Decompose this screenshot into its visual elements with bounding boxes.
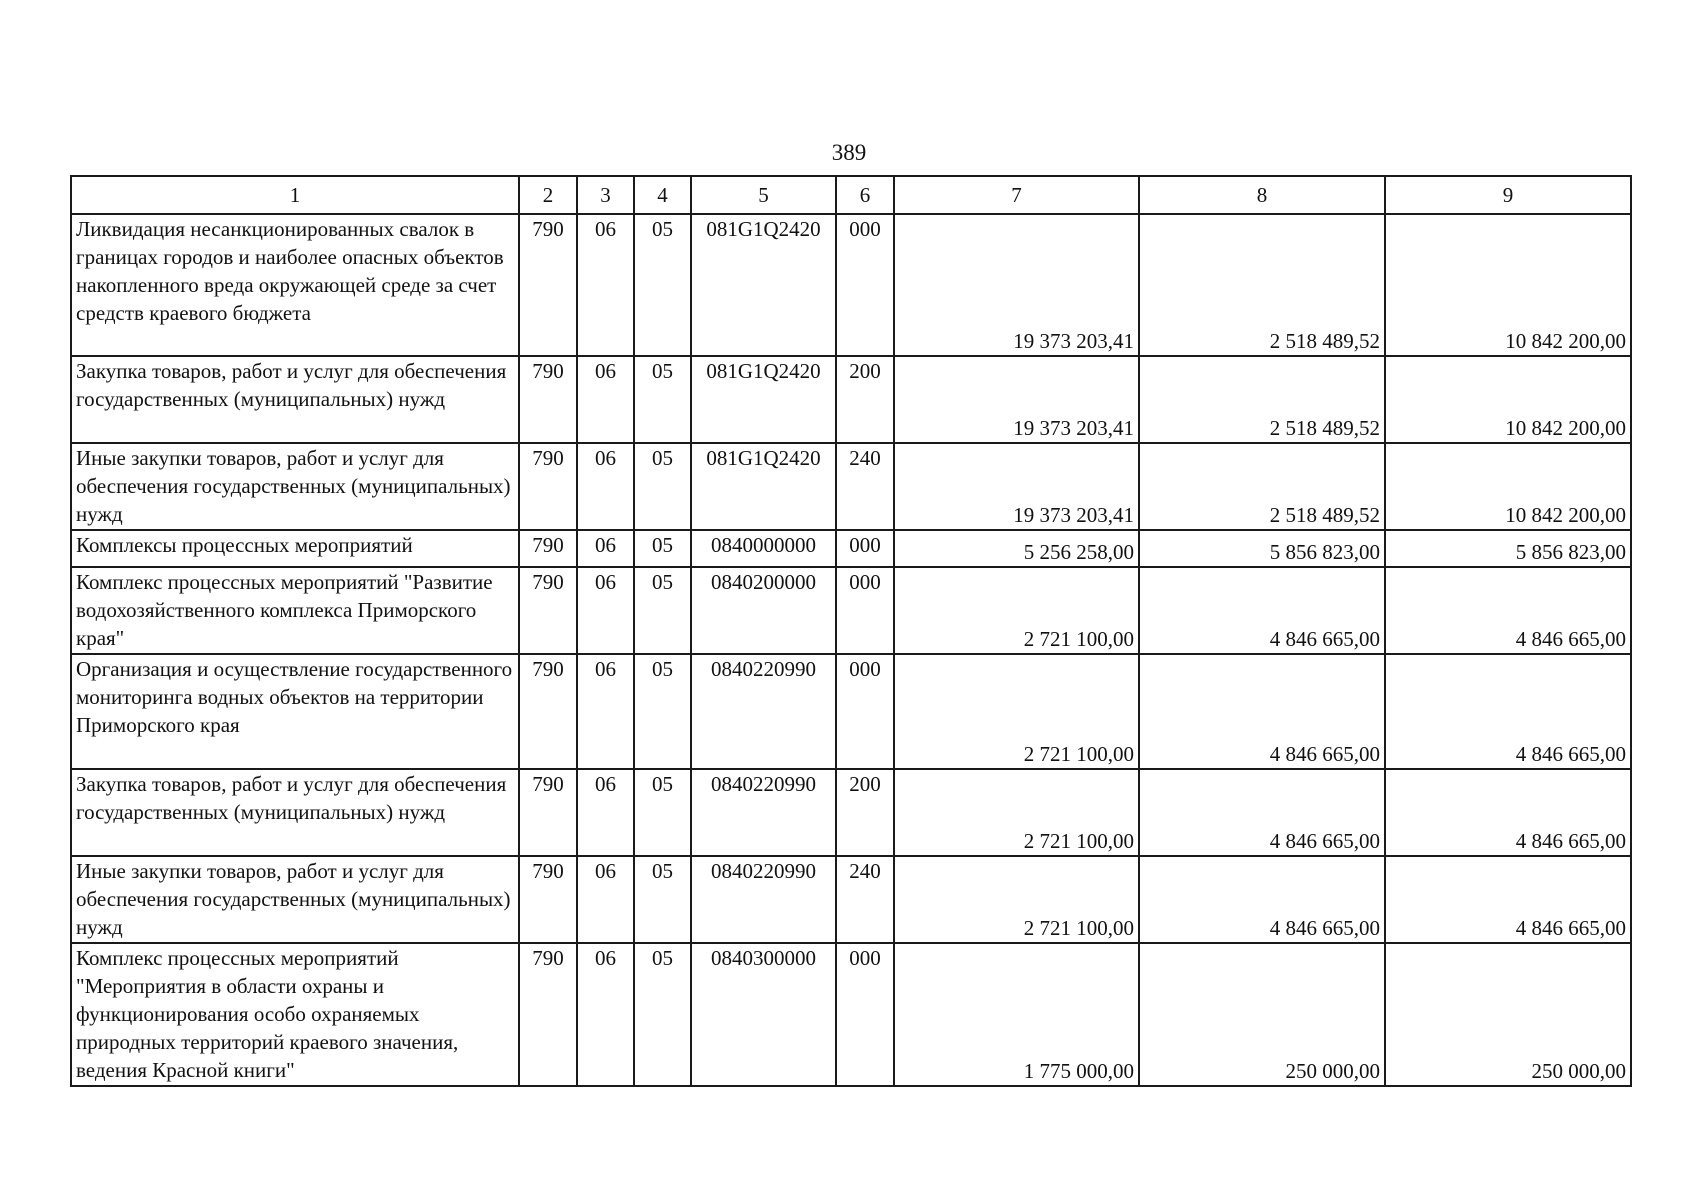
row-name: Иные закупки товаров, работ и услуг для обеспечения государственных (муниципальных) нужд bbox=[71, 856, 519, 943]
budget-table bbox=[70, 175, 1632, 1087]
row-code-expense-type: 240 bbox=[836, 443, 894, 530]
col-header-6: 6 bbox=[836, 176, 894, 214]
row-code-target: 0840200000 bbox=[691, 567, 836, 654]
row-amount-8: 2 518 489,52 bbox=[1139, 214, 1385, 356]
row-code-ministry: 790 bbox=[519, 943, 577, 1086]
row-amount-7: 19 373 203,41 bbox=[894, 356, 1139, 443]
row-amount-9: 4 846 665,00 bbox=[1385, 856, 1631, 943]
row-code-subsection: 05 bbox=[634, 943, 691, 1086]
row-amount-9: 5 856 823,00 bbox=[1385, 530, 1631, 567]
row-code-ministry: 790 bbox=[519, 769, 577, 856]
row-name: Комплекс процессных мероприятий "Мероприятия в области охраны и функционирования особо охраняемых природных территорий краевого значения, ведения Красной книги" bbox=[71, 943, 519, 1086]
row-code-section: 06 bbox=[577, 654, 634, 769]
row-code-target: 0840220990 bbox=[691, 769, 836, 856]
row-amount-8: 4 846 665,00 bbox=[1139, 654, 1385, 769]
row-code-subsection: 05 bbox=[634, 769, 691, 856]
row-amount-9: 10 842 200,00 bbox=[1385, 443, 1631, 530]
row-code-expense-type: 000 bbox=[836, 943, 894, 1086]
row-code-subsection: 05 bbox=[634, 443, 691, 530]
row-code-section: 06 bbox=[577, 856, 634, 943]
row-name: Иные закупки товаров, работ и услуг для обеспечения государственных (муниципальных) нужд bbox=[71, 443, 519, 530]
row-code-ministry: 790 bbox=[519, 856, 577, 943]
row-name: Организация и осуществление государственного мониторинга водных объектов на территории Приморского края bbox=[71, 654, 519, 769]
row-name: Закупка товаров, работ и услуг для обеспечения государственных (муниципальных) нужд bbox=[71, 356, 519, 443]
row-amount-8: 2 518 489,52 bbox=[1139, 356, 1385, 443]
row-code-target: 0840220990 bbox=[691, 856, 836, 943]
col-header-7: 7 bbox=[894, 176, 1139, 214]
row-amount-7: 19 373 203,41 bbox=[894, 443, 1139, 530]
row-code-target: 0840000000 bbox=[691, 530, 836, 567]
row-code-section: 06 bbox=[577, 443, 634, 530]
row-amount-8: 250 000,00 bbox=[1139, 943, 1385, 1086]
table-row bbox=[71, 654, 1631, 769]
table-row bbox=[71, 356, 1631, 443]
row-amount-7: 2 721 100,00 bbox=[894, 769, 1139, 856]
table-row bbox=[71, 214, 1631, 356]
row-code-section: 06 bbox=[577, 769, 634, 856]
col-header-8: 8 bbox=[1139, 176, 1385, 214]
row-code-section: 06 bbox=[577, 567, 634, 654]
row-code-target: 081G1Q2420 bbox=[691, 214, 836, 356]
row-code-expense-type: 000 bbox=[836, 654, 894, 769]
row-amount-7: 5 256 258,00 bbox=[894, 530, 1139, 567]
table-row bbox=[71, 769, 1631, 856]
row-name: Закупка товаров, работ и услуг для обеспечения государственных (муниципальных) нужд bbox=[71, 769, 519, 856]
row-amount-9: 4 846 665,00 bbox=[1385, 654, 1631, 769]
row-code-ministry: 790 bbox=[519, 443, 577, 530]
table-row bbox=[71, 530, 1631, 567]
row-code-subsection: 05 bbox=[634, 356, 691, 443]
row-code-expense-type: 000 bbox=[836, 214, 894, 356]
col-header-9: 9 bbox=[1385, 176, 1631, 214]
col-header-5: 5 bbox=[691, 176, 836, 214]
row-amount-8: 2 518 489,52 bbox=[1139, 443, 1385, 530]
row-code-expense-type: 000 bbox=[836, 530, 894, 567]
row-name: Комплекс процессных мероприятий "Развитие водохозяйственного комплекса Приморского края" bbox=[71, 567, 519, 654]
row-code-ministry: 790 bbox=[519, 356, 577, 443]
row-code-section: 06 bbox=[577, 356, 634, 443]
row-code-subsection: 05 bbox=[634, 567, 691, 654]
row-code-target: 0840300000 bbox=[691, 943, 836, 1086]
row-amount-7: 2 721 100,00 bbox=[894, 567, 1139, 654]
row-code-subsection: 05 bbox=[634, 530, 691, 567]
row-code-expense-type: 200 bbox=[836, 769, 894, 856]
table-row bbox=[71, 856, 1631, 943]
row-code-target: 0840220990 bbox=[691, 654, 836, 769]
row-amount-7: 2 721 100,00 bbox=[894, 654, 1139, 769]
row-amount-9: 250 000,00 bbox=[1385, 943, 1631, 1086]
row-amount-8: 4 846 665,00 bbox=[1139, 856, 1385, 943]
row-amount-9: 4 846 665,00 bbox=[1385, 567, 1631, 654]
row-amount-9: 10 842 200,00 bbox=[1385, 214, 1631, 356]
row-name: Ликвидация несанкционированных свалок в границах городов и наиболее опасных объектов накопленного вреда окружающей среде за счет средств краевого бюджета bbox=[71, 214, 519, 356]
row-code-section: 06 bbox=[577, 530, 634, 567]
row-amount-9: 4 846 665,00 bbox=[1385, 769, 1631, 856]
row-code-subsection: 05 bbox=[634, 214, 691, 356]
row-code-target: 081G1Q2420 bbox=[691, 443, 836, 530]
row-code-expense-type: 240 bbox=[836, 856, 894, 943]
page-number: 389 bbox=[831, 140, 867, 165]
row-amount-8: 5 856 823,00 bbox=[1139, 530, 1385, 567]
row-code-expense-type: 000 bbox=[836, 567, 894, 654]
row-code-ministry: 790 bbox=[519, 567, 577, 654]
header-row bbox=[71, 176, 1631, 214]
row-code-subsection: 05 bbox=[634, 654, 691, 769]
row-code-ministry: 790 bbox=[519, 530, 577, 567]
row-name: Комплексы процессных мероприятий bbox=[71, 530, 519, 567]
row-code-subsection: 05 bbox=[634, 856, 691, 943]
row-amount-7: 19 373 203,41 bbox=[894, 214, 1139, 356]
table-row bbox=[71, 943, 1631, 1086]
row-code-target: 081G1Q2420 bbox=[691, 356, 836, 443]
col-header-3: 3 bbox=[577, 176, 634, 214]
row-code-section: 06 bbox=[577, 214, 634, 356]
row-code-expense-type: 200 bbox=[836, 356, 894, 443]
col-header-2: 2 bbox=[519, 176, 577, 214]
row-amount-8: 4 846 665,00 bbox=[1139, 567, 1385, 654]
row-code-ministry: 790 bbox=[519, 214, 577, 356]
row-amount-7: 1 775 000,00 bbox=[894, 943, 1139, 1086]
row-amount-8: 4 846 665,00 bbox=[1139, 769, 1385, 856]
row-code-ministry: 790 bbox=[519, 654, 577, 769]
col-header-1: 1 bbox=[71, 176, 519, 214]
row-code-section: 06 bbox=[577, 943, 634, 1086]
col-header-4: 4 bbox=[634, 176, 691, 214]
row-amount-7: 2 721 100,00 bbox=[894, 856, 1139, 943]
row-amount-9: 10 842 200,00 bbox=[1385, 356, 1631, 443]
table-row bbox=[71, 567, 1631, 654]
table-row bbox=[71, 443, 1631, 530]
